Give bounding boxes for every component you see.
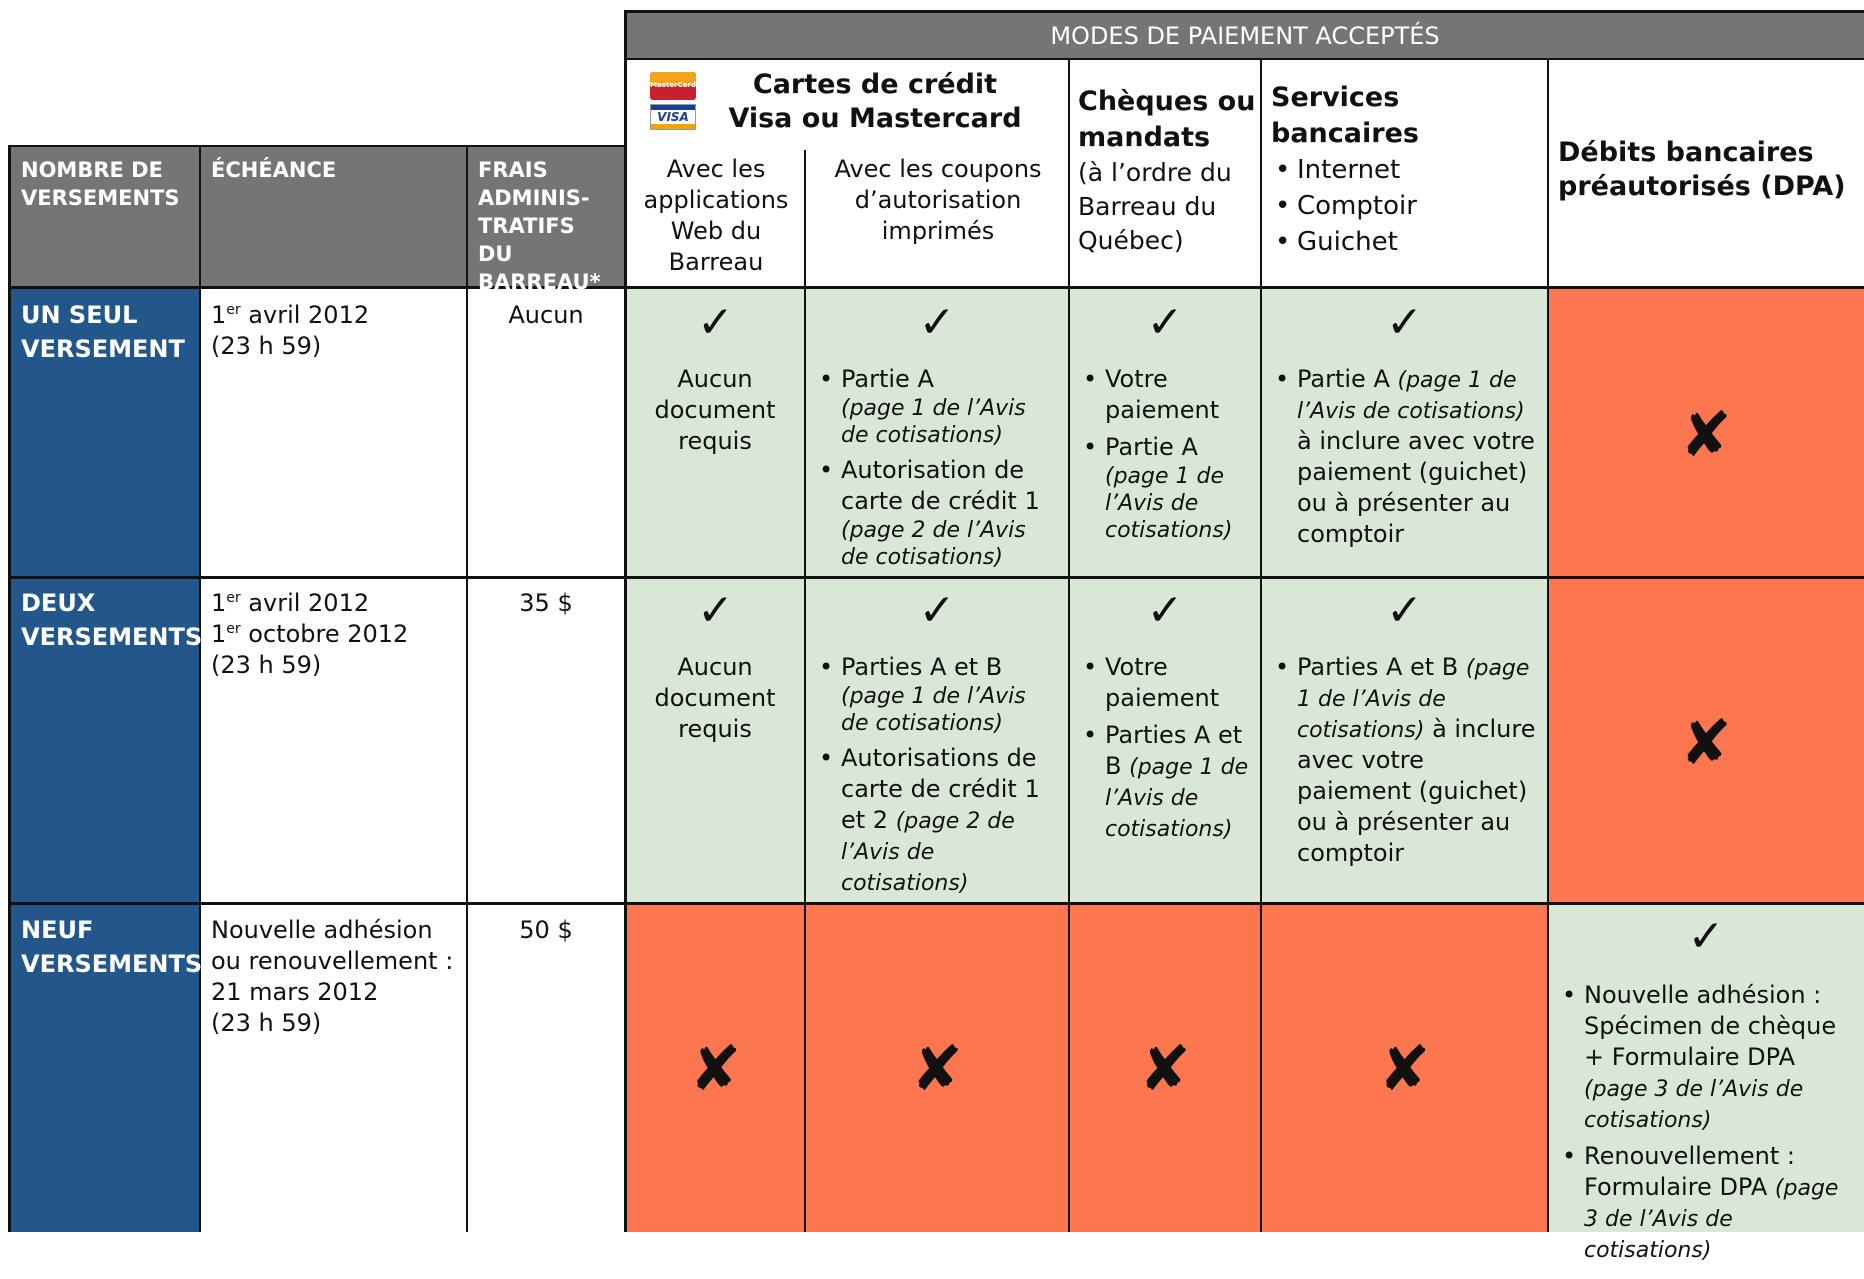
row-label-un-seul: UN SEUL VERSEMENT: [21, 301, 185, 363]
grid-line: [10, 145, 626, 147]
header-services: [1271, 80, 1546, 260]
r2-echeance: 1er avril 2012 1er octobre 2012 (23 h 59): [211, 589, 409, 679]
header-services-title: Services bancaires: [1271, 82, 1419, 149]
cartes-title-1: Cartes de crédit: [752, 69, 998, 100]
services-item-comptoir: • Comptoir: [1271, 188, 1546, 224]
r2-web-text: Aucun document requis: [654, 653, 776, 743]
visa-logo: VISA: [650, 104, 696, 130]
r2-frais: 35 $: [519, 589, 573, 617]
header-cheques-title: Chèques ou mandats: [1078, 86, 1256, 153]
r1-frais: Aucun: [508, 301, 584, 329]
header-echeance: ÉCHÉANCE: [211, 158, 337, 182]
r3-services-cross-icon: ✘: [1378, 1032, 1431, 1105]
r1-cheques-text: • Votre paiement • Partie A (page 1 de l’Avis de cotisations): [1069, 356, 1261, 558]
r2-dpa-cross-icon: ✘: [1680, 706, 1732, 779]
r3-coupons-cross-icon: ✘: [911, 1032, 963, 1105]
services-item-guichet: • Guichet: [1271, 224, 1546, 260]
r3-dpa-text: • Nouvelle adhésion : Spécimen de chèque + Formulaire DPA (page 3 de l’Avis de cotisations) • Renouvellement : Formulaire DPA (page 3 de l’Avis de cotisations): [1548, 972, 1864, 1279]
r1-coupons-check-icon: ✓: [918, 297, 956, 348]
header-frais: FRAIS ADMINIS-TRATIFS DU BARREAU*: [478, 158, 601, 294]
services-item-internet: • Internet: [1271, 152, 1546, 188]
grid-line: [626, 10, 1864, 13]
r2-coupons-text: • Parties A et B (page 1 de l’Avis de cotisations) • Autorisations de carte de crédit 1 et 2 (page 2 de l’Avis de cotisations): [805, 644, 1069, 912]
row-label-deux: DEUX VERSEMENTS: [21, 589, 203, 651]
header-nombre: NOMBRE DE VERSEMENTS: [21, 158, 180, 210]
r1-echeance: 1er avril 2012 (23 h 59): [211, 301, 370, 360]
r2-cheques-check-icon: ✓: [1146, 585, 1184, 636]
header-coupons: Avec les coupons d’autorisation imprimés: [834, 155, 1042, 245]
grid-line: [10, 286, 1864, 289]
r3-cheques-cross-icon: ✘: [1139, 1032, 1191, 1105]
r2-web-check-icon: ✓: [697, 585, 734, 636]
r2-cheques-text: • Votre paiement • Parties A et B (page 1 de l’Avis de cotisations): [1069, 644, 1261, 858]
r1-cheques-check-icon: ✓: [1146, 297, 1184, 348]
cartes-title-2: Visa ou Mastercard: [728, 103, 1022, 134]
r2-coupons-check-icon: ✓: [918, 585, 956, 636]
r1-services-check-icon: ✓: [1386, 297, 1423, 348]
r3-dpa-check-icon: ✓: [1687, 911, 1725, 962]
header-services-list: [1271, 152, 1546, 260]
r2-services-text: • Parties A et B (page 1 de l’Avis de cotisations) à inclure avec votre paiement (guichet) ou à présenter au comptoir: [1261, 644, 1548, 883]
r3-frais: 50 $: [519, 916, 573, 944]
r3-web-cross-icon: ✘: [689, 1032, 742, 1105]
r1-coupons-text: • Partie A (page 1 de l’Avis de cotisations) • Autorisation de carte de crédit 1 (page 2 de l’Avis de cotisations): [805, 356, 1069, 585]
r1-services-text: • Partie A (page 1 de l’Avis de cotisations) à inclure avec votre paiement (guichet) ou à présenter au comptoir: [1261, 356, 1548, 564]
header-dpa: Débits bancaires préautorisés (DPA): [1558, 137, 1846, 202]
grid-line: [626, 58, 1864, 60]
r1-web-check-icon: ✓: [697, 297, 734, 348]
r3-echeance: Nouvelle adhésion ou renouvellement : 21 mars 2012 (23 h 59): [211, 916, 454, 1037]
header-cheques: [1078, 84, 1260, 258]
mastercard-logo: MasterCard: [650, 72, 696, 100]
banner-title: MODES DE PAIEMENT ACCEPTÉS: [1050, 22, 1440, 50]
header-web: Avec les applications Web du Barreau: [643, 155, 789, 276]
r1-web-text: Aucun document requis: [654, 365, 776, 455]
r2-services-check-icon: ✓: [1386, 585, 1423, 636]
header-cheques-sub: (à l’ordre du Barreau du Québec): [1078, 158, 1232, 255]
r1-dpa-cross-icon: ✘: [1680, 398, 1732, 471]
row-label-neuf: NEUF VERSEMENTS: [21, 916, 203, 978]
